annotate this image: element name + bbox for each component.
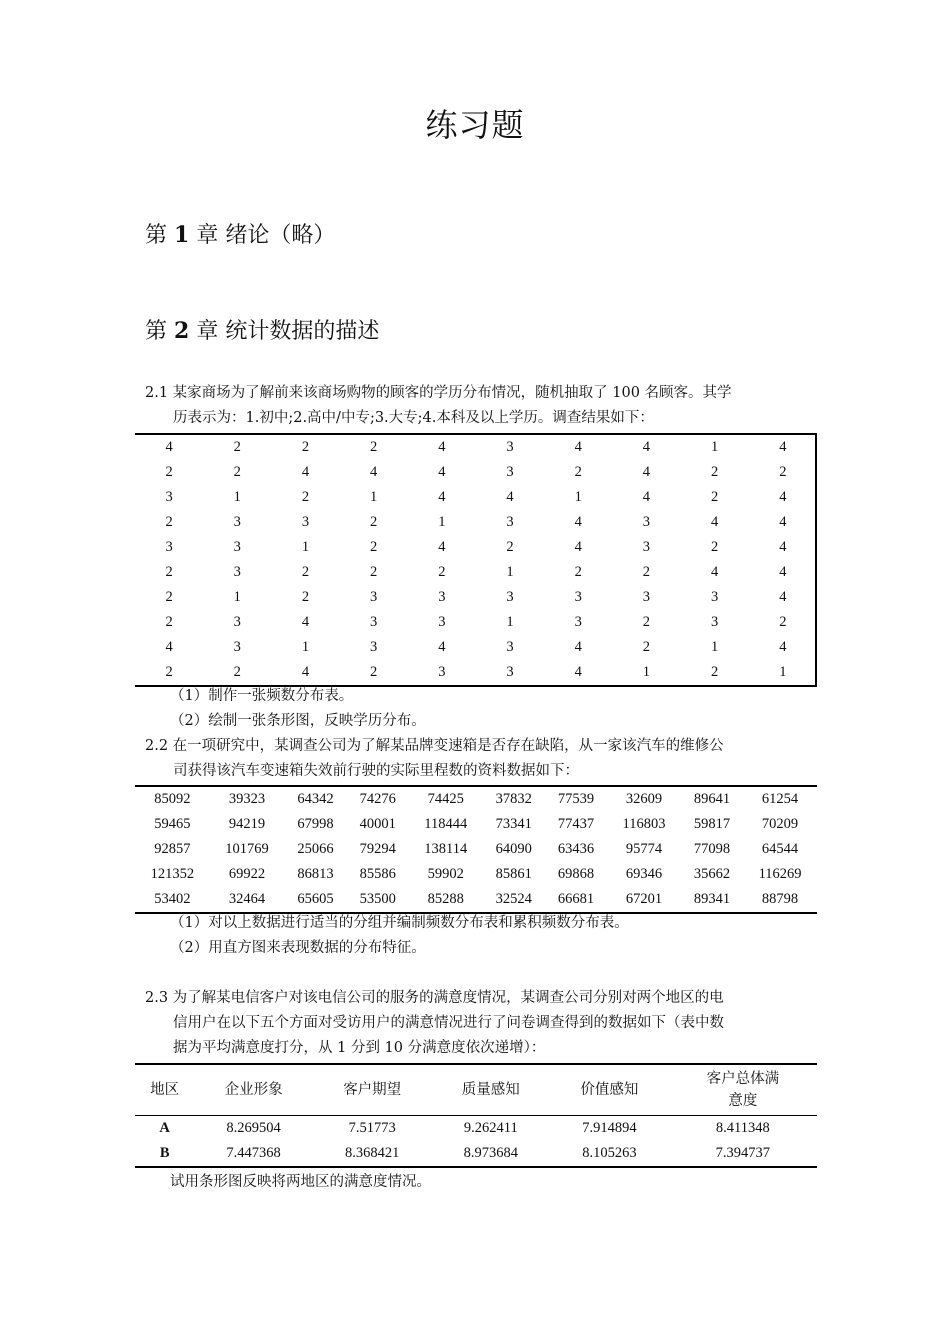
table-cell: 1 [710, 639, 719, 655]
table-cell: 4 [779, 589, 787, 605]
table-cell: 2 [710, 489, 719, 505]
table-cell: 4 [165, 439, 173, 455]
table-cell: 2 [165, 589, 173, 605]
chapter-title: 章 绪论（略） [196, 223, 336, 248]
table-cell: 53402 [154, 891, 191, 907]
table-cell: 2 [165, 664, 173, 680]
column-header: 企业形象 [194, 1064, 313, 1116]
table-cell: 2 [574, 564, 582, 580]
chapter-number: 1 [174, 222, 190, 248]
table-cell: 4 [779, 439, 787, 455]
table-cell: 88798 [761, 891, 799, 907]
table-cell: 4 [779, 514, 787, 530]
table-header-row [135, 1064, 817, 1116]
table-cell: 7.394737 [715, 1145, 771, 1161]
table-cell: 3 [233, 564, 241, 580]
chapter-2-heading [145, 314, 379, 345]
table-cell: 2 [301, 439, 310, 455]
table-cell: 2 [370, 539, 378, 555]
table-cell: 3 [506, 514, 514, 530]
table-cell: 2 [370, 514, 378, 530]
column-header: 价值感知 [550, 1064, 669, 1116]
table-right-edge [815, 433, 817, 686]
table-cell: 7.51773 [348, 1120, 396, 1136]
table-cell: 3 [233, 539, 241, 555]
table-cell: 4 [642, 489, 651, 505]
table-cell: 95774 [625, 841, 663, 857]
table-cell: 1 [233, 489, 241, 505]
table-cell: 2 [438, 564, 446, 580]
table-cell: 4 [165, 639, 173, 655]
table-row [135, 812, 817, 837]
table-cell: 1 [574, 489, 582, 505]
table-cell: 7.914894 [582, 1120, 637, 1136]
table-cell: 121352 [150, 866, 195, 882]
table-row [135, 560, 817, 585]
table-cell: 35662 [693, 866, 731, 882]
table-cell: 2 [165, 514, 173, 530]
table-cell: 3 [438, 614, 446, 630]
table-cell: 4 [574, 664, 582, 680]
table-cell: 4 [438, 489, 446, 505]
table-cell: 116803 [622, 816, 666, 832]
table-cell: 2 [779, 614, 787, 630]
table-cell: 2 [710, 664, 719, 680]
table-cell: 3 [642, 514, 651, 530]
table-cell: 2 [301, 589, 310, 605]
table-cell: 4 [438, 464, 446, 480]
table-cell: 3 [710, 589, 719, 605]
table-cell: 2 [301, 564, 310, 580]
chapter-prefix: 第 [145, 319, 168, 344]
table-cell: 3 [370, 639, 378, 655]
table-cell: A [159, 1120, 170, 1136]
column-header-line: 意度 [728, 1093, 758, 1109]
table-cell: 85586 [359, 866, 396, 882]
table-cell: 73341 [495, 816, 532, 832]
table-cell: 64090 [495, 841, 532, 857]
table-cell: 70209 [761, 816, 799, 832]
table-cell: 2 [165, 464, 173, 480]
table-cell: 3 [506, 639, 514, 655]
page-title: 练习题 [425, 106, 525, 144]
table-cell: 79294 [359, 841, 396, 857]
table-cell: 85092 [154, 791, 191, 807]
table-cell: 32524 [495, 891, 532, 907]
table-cell: 101769 [225, 841, 269, 857]
table-cell: 2 [301, 489, 310, 505]
question-2-1 [145, 381, 817, 431]
task-item: （1）制作一张频数分布表。 [170, 688, 354, 704]
table-cell: 89641 [693, 791, 731, 807]
table-row [135, 434, 817, 460]
table-cell: 77098 [693, 841, 731, 857]
table-cell: 64544 [761, 841, 799, 857]
table-cell: 25066 [297, 841, 334, 857]
table-cell: 4 [574, 439, 582, 455]
table-row [135, 660, 817, 686]
table-cell: 69868 [557, 866, 595, 882]
column-header-line: 客户总体满 [706, 1071, 780, 1087]
table-cell: 3 [370, 589, 378, 605]
table-cell: 4 [301, 614, 310, 630]
table-cell: 53500 [359, 891, 396, 907]
table-cell: 3 [710, 614, 719, 630]
table-cell: 4 [642, 439, 651, 455]
table-cell: 77539 [557, 791, 595, 807]
table-cell: 40001 [359, 816, 396, 832]
table-cell: 61254 [761, 791, 799, 807]
table-cell: 66681 [557, 891, 595, 907]
question-text-line: 信用户在以下五个方面对受访用户的满意情况进行了问卷调查得到的数据如下（表中数 [173, 1015, 724, 1031]
table-cell: 116269 [758, 866, 802, 882]
education-data-table [135, 433, 817, 687]
table-cell: 3 [506, 664, 514, 680]
table-cell: 3 [165, 489, 173, 505]
table-row [135, 535, 817, 560]
task-item: （2）用直方图来表现数据的分布特征。 [170, 940, 426, 956]
table-cell: 4 [438, 539, 446, 555]
table-cell: 4 [642, 464, 651, 480]
table-cell: 2 [642, 564, 651, 580]
table-cell: 3 [233, 614, 241, 630]
question-2-3 [145, 986, 817, 1061]
table-cell: 2 [233, 464, 241, 480]
table-cell: 4 [438, 639, 446, 655]
table-cell: 59902 [427, 866, 464, 882]
table-cell: 3 [370, 614, 378, 630]
table-cell: B [159, 1145, 170, 1161]
table-cell: 8.411348 [715, 1120, 770, 1136]
table-cell: 77437 [557, 816, 595, 832]
table-cell: 9.262411 [463, 1120, 518, 1136]
table-row [135, 887, 817, 913]
table-row [135, 862, 817, 887]
table-cell: 59817 [693, 816, 731, 832]
table-cell: 4 [779, 564, 787, 580]
table-cell: 4 [779, 489, 787, 505]
table-cell: 3 [506, 589, 514, 605]
table-cell: 1 [438, 514, 446, 530]
table-cell: 2 [370, 664, 378, 680]
table-cell: 4 [301, 464, 310, 480]
table-cell: 2 [506, 539, 514, 555]
task-item: 试用条形图反映将两地区的满意度情况。 [170, 1174, 431, 1190]
table-cell: 7.447368 [226, 1145, 281, 1161]
table-cell: 8.269504 [226, 1120, 281, 1136]
table-cell: 39323 [228, 791, 266, 807]
table-cell: 2 [233, 439, 241, 455]
table-row [135, 460, 817, 485]
table-cell: 74425 [427, 791, 464, 807]
question-2-2 [145, 734, 817, 784]
table-cell: 4 [779, 539, 787, 555]
table-cell: 4 [574, 539, 582, 555]
table-cell: 8.368421 [345, 1145, 400, 1161]
table-cell: 4 [779, 639, 787, 655]
table-cell: 3 [506, 439, 514, 455]
table-cell: 4 [574, 639, 582, 655]
table-row [135, 485, 817, 510]
table-cell: 2 [165, 564, 173, 580]
table-cell: 2 [370, 564, 378, 580]
table-cell: 1 [642, 664, 651, 680]
column-header: 地区 [135, 1064, 194, 1116]
table-cell: 8.105263 [582, 1145, 637, 1161]
table-cell: 1 [506, 564, 514, 580]
chapter-number: 2 [174, 318, 190, 344]
table-cell: 69922 [228, 866, 266, 882]
table-cell: 4 [710, 514, 719, 530]
table-cell: 2 [642, 639, 651, 655]
table-cell: 3 [642, 539, 651, 555]
table-row [135, 1116, 817, 1142]
question-text-line: 2.2 在一项研究中，某调查公司为了解某品牌变速箱是否存在缺陷，从一家该汽车的维修公 [145, 738, 724, 754]
table-cell: 2 [779, 464, 787, 480]
chapter-prefix: 第 [145, 223, 168, 248]
table-cell: 67998 [297, 816, 334, 832]
table-row [135, 510, 817, 535]
table-cell: 3 [233, 514, 241, 530]
table-row [135, 1141, 817, 1167]
table-cell: 86813 [297, 866, 334, 882]
table-cell: 1 [233, 589, 241, 605]
table-cell: 85288 [427, 891, 464, 907]
table-cell: 89341 [693, 891, 731, 907]
table-row [135, 786, 817, 812]
column-header [669, 1064, 817, 1116]
question-text-line: 2.3 为了解某电信客户对该电信公司的服务的满意度情况，某调查公司分别对两个地区的电 [145, 990, 724, 1006]
question-text-line: 历表示为：1.初中;2.高中/中专;3.大专;4.本科及以上学历。调查结果如下： [173, 410, 654, 426]
table-cell: 2 [574, 464, 582, 480]
table-cell: 3 [506, 464, 514, 480]
table-row [135, 585, 817, 610]
column-header: 质量感知 [431, 1064, 550, 1116]
question-text-line: 2.1 某家商场为了解前来该商场购物的顾客的学历分布情况，随机抽取了 100 名顾客。其学 [145, 385, 732, 401]
table-cell: 59465 [154, 816, 191, 832]
table-cell: 3 [301, 514, 310, 530]
table-cell: 2 [233, 664, 241, 680]
table-cell: 4 [574, 514, 582, 530]
table-cell: 1 [301, 539, 310, 555]
table-cell: 1 [710, 439, 719, 455]
question-text-line: 司获得该汽车变速箱失效前行驶的实际里程数的资料数据如下： [173, 763, 579, 779]
table-cell: 74276 [359, 791, 396, 807]
table-cell: 2 [642, 614, 651, 630]
table-cell: 32609 [625, 791, 663, 807]
table-cell: 67201 [625, 891, 663, 907]
table-cell: 85861 [495, 866, 532, 882]
chapter-title: 章 统计数据的描述 [196, 319, 380, 344]
table-cell: 1 [370, 489, 378, 505]
table-cell: 2 [710, 464, 719, 480]
table-cell: 1 [301, 639, 310, 655]
table-cell: 94219 [228, 816, 266, 832]
table-cell: 4 [301, 664, 310, 680]
table-cell: 3 [574, 614, 582, 630]
table-cell: 1 [779, 664, 787, 680]
task-item: （1）对以上数据进行适当的分组并编制频数分布表和累积频数分布表。 [170, 915, 629, 931]
table-cell: 3 [438, 589, 446, 605]
table-cell: 118444 [424, 816, 468, 832]
question-text-line: 据为平均满意度打分，从 1 分到 10 分满意度依次递增）： [173, 1040, 546, 1056]
table-cell: 3 [438, 664, 446, 680]
satisfaction-table [135, 1063, 817, 1168]
task-item: （2）绘制一张条形图，反映学历分布。 [170, 713, 426, 729]
table-cell: 2 [370, 439, 378, 455]
table-cell: 4 [438, 439, 446, 455]
table-cell: 4 [370, 464, 378, 480]
table-row [135, 610, 817, 635]
mileage-data-table [135, 785, 817, 914]
table-cell: 65605 [297, 891, 334, 907]
table-cell: 64342 [297, 791, 334, 807]
table-cell: 8.973684 [463, 1145, 518, 1161]
table-cell: 37832 [495, 791, 532, 807]
table-cell: 3 [165, 539, 173, 555]
table-cell: 2 [710, 539, 719, 555]
column-header: 客户期望 [313, 1064, 432, 1116]
table-cell: 3 [233, 639, 241, 655]
table-cell: 3 [574, 589, 582, 605]
table-cell: 63436 [557, 841, 595, 857]
table-row [135, 635, 817, 660]
table-cell: 92857 [154, 841, 191, 857]
table-row [135, 837, 817, 862]
table-cell: 1 [506, 614, 514, 630]
table-cell: 4 [506, 489, 514, 505]
table-cell: 4 [710, 564, 719, 580]
table-cell: 138114 [424, 841, 468, 857]
chapter-1-heading [145, 218, 335, 249]
table-cell: 32464 [228, 891, 266, 907]
table-cell: 69346 [625, 866, 663, 882]
table-cell: 2 [165, 614, 173, 630]
table-cell: 3 [642, 589, 651, 605]
